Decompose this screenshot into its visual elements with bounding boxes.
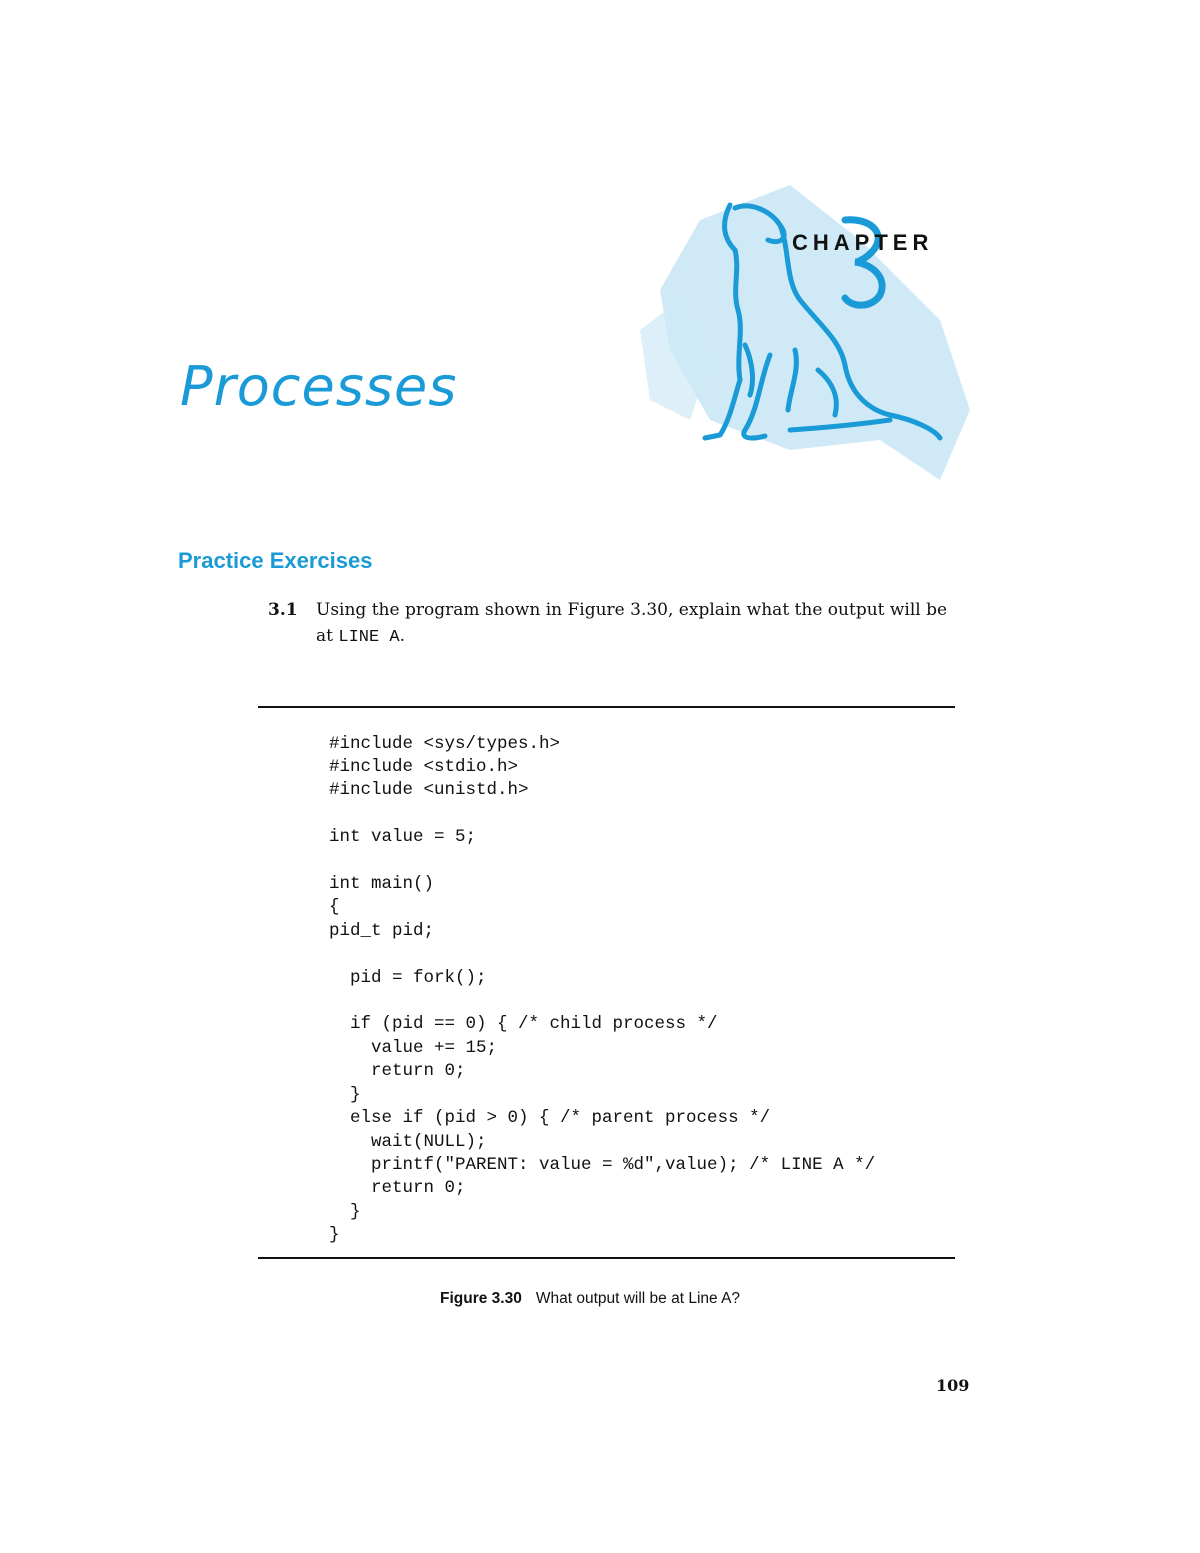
code-line: int main() — [329, 874, 435, 894]
figure-bottom-rule — [258, 1257, 955, 1259]
chapter-title: Processes — [180, 355, 458, 418]
code-line: } — [329, 1085, 361, 1105]
figure-caption — [440, 1290, 740, 1308]
code-line: wait(NULL); — [329, 1132, 487, 1152]
exercise-text — [316, 597, 966, 651]
code-line: #include <sys/types.h> — [329, 734, 561, 754]
code-line: value += 15; — [329, 1038, 498, 1058]
exercise-text-before: Using the program shown in Figure 3.30, explain what the output will be at — [316, 600, 948, 646]
code-line: return 0; — [329, 1178, 466, 1198]
exercise-text-after: . — [399, 626, 405, 646]
figure-caption-text: What output will be at Line A? — [535, 1290, 741, 1307]
exercise-number: 3.1 — [268, 600, 298, 620]
code-line: int value = 5; — [329, 827, 477, 847]
page-number: 109 — [936, 1376, 970, 1395]
code-line: } — [329, 1202, 361, 1222]
code-line: } — [329, 1225, 340, 1245]
code-line: { — [329, 897, 340, 917]
code-line: pid_t pid; — [329, 921, 435, 941]
figure-top-rule — [258, 706, 955, 708]
section-heading: Practice Exercises — [178, 548, 373, 573]
code-line: if (pid == 0) { /* child process */ — [329, 1014, 718, 1034]
code-line: #include <unistd.h> — [329, 780, 529, 800]
sitting-cat-sketch-icon — [640, 180, 970, 500]
exercise-code-ref: LINE A — [338, 628, 400, 647]
code-line: printf("PARENT: value = %d",value); /* LINE A */ — [329, 1155, 876, 1175]
chapter-label: CHAPTER — [792, 230, 934, 255]
code-line: #include <stdio.h> — [329, 757, 519, 777]
code-line: return 0; — [329, 1061, 466, 1081]
code-line: pid = fork(); — [329, 968, 487, 988]
figure-label: Figure 3.30 — [440, 1290, 522, 1307]
code-line: else if (pid > 0) { /* parent process */ — [329, 1108, 771, 1128]
